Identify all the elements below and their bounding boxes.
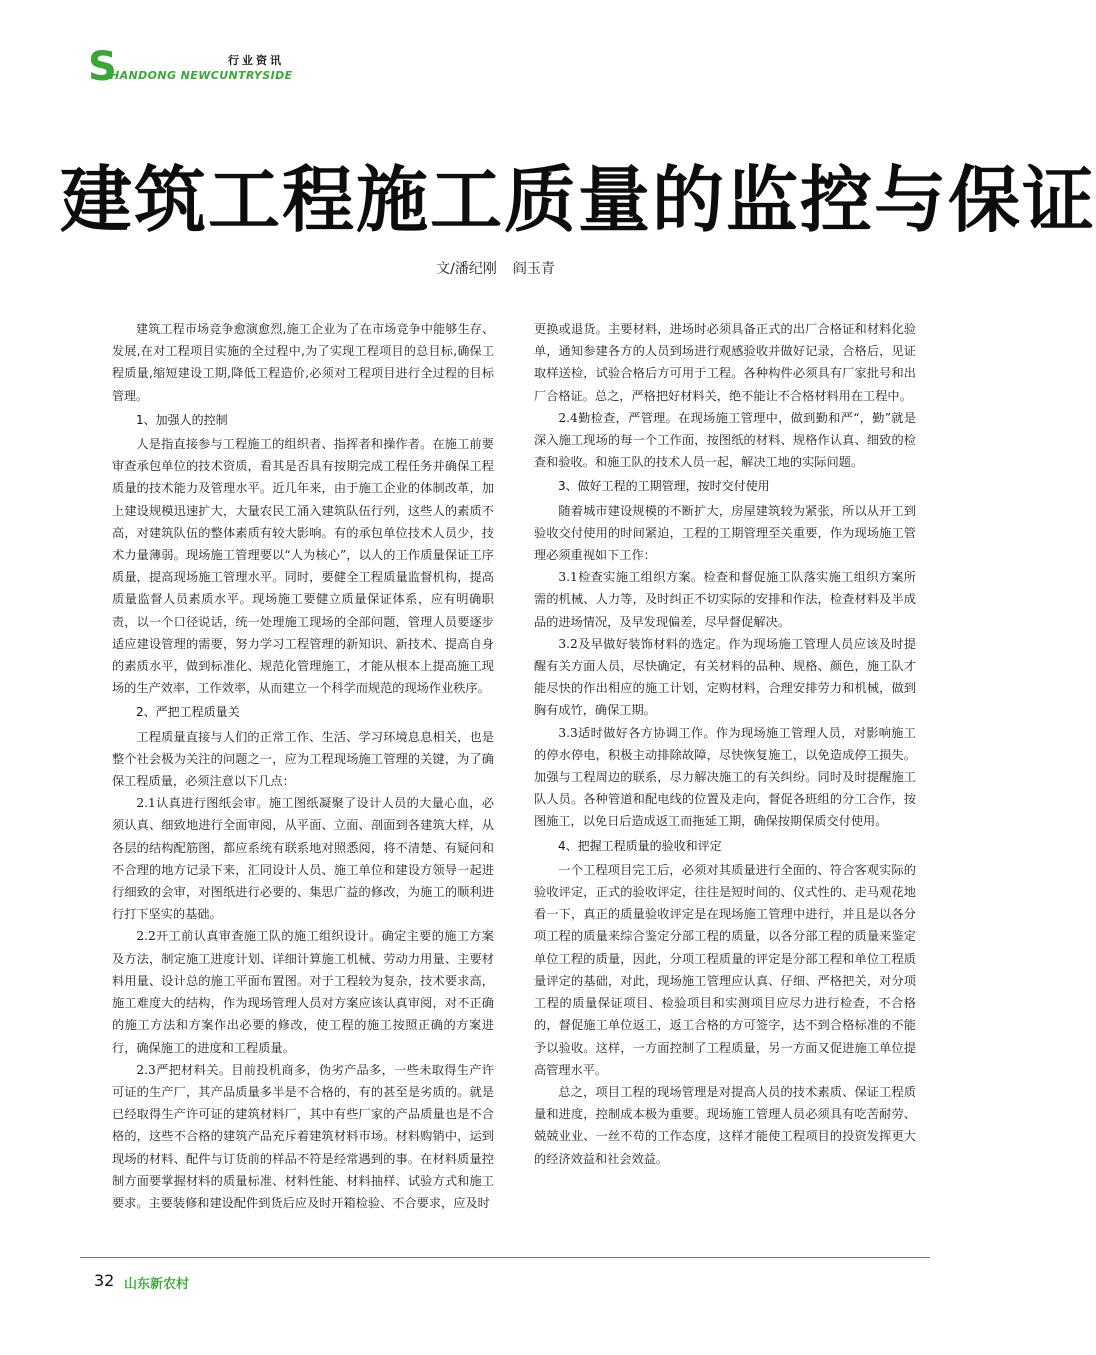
paragraph: 人是指直接参与工程施工的组织者、指挥者和操作者。在施工前要审查承包单位的技术资质，看其是否具有按期完成工程任务并确保工程质量的技术能力及管理水平。近几年来，由于施工企业的体制改革，加上建设规模迅速扩大，大量农民工涌入建筑队伍行列，这些人的素质不高，对建筑队伍的整体素质有较大影响。有的承包单位技术人员少，技术力量薄弱。现场施工管理要以“人为核心”，以人的工作质量保证工序质量，提高现场施工管理水平。同时，要健全工程质量监督机构，提高质量监督人员素质水平。现场施工要健立质量保证体系，应有明确职责，以一个口径说话，统一处理施工现场的全部问题，管理人员要逐步适应建设管理的需要，努力学习工程管理的新知识、新技术、提高自身的素质水平，做到标准化、规范化管理施工，才能从根本上提高施工现场的生产效率，工作效率，从而建立一个科学而规范的现场作业秩序。 xyxy=(112,437,494,696)
section-heading: 1、加强人的控制 xyxy=(136,412,228,427)
magazine-header xyxy=(88,44,408,94)
left-column xyxy=(112,318,494,1214)
paragraph: 2.4勤检查，严管理。在现场施工管理中，做到勤和严“，勤”就是深入施工现场的每一个工作面，按图纸的材料、规格作认真、细致的检查和验收。和施工队的技术人员一起，解决工地的实际问题。 xyxy=(534,410,916,470)
paragraph: 一个工程项目完工后，必须对其质量进行全面的、符合客观实际的验收评定，正式的验收评定，往往是短时间的、仪式性的、走马观花地看一下，真正的质量验收评定是在现场施工管理中进行，并且是以各分项工程的质量来综合鉴定分部工程的质量，以各分部工程的质量来鉴定单位工程的质量，因此，分项工程质量的评定是分部工程和单位工程质量评定的基础，对此，现场施工管理应认真、仔细、严格把关，对分项工程的质量保证项目、检验项目和实测项目应尽力进行检查，不合格的，督促施工单位返工，返工合格的方可签字，达不到合格标准的不能予以验收。这样，一方面控制了工程质量，另一方面又促进施工单位提高管理水平。 xyxy=(534,862,916,1077)
magazine-name: 山东新农村 xyxy=(124,1277,190,1292)
byline-author-2: 阎玉青 xyxy=(512,261,555,277)
paragraph: 3.1检查实施工组织方案。检查和督促施工队落实施工组织方案所需的机械、人力等，及时纠正不切实际的安排和作法，检查材料及半成品的进场情况，及早发现偏差，尽早督促解决。 xyxy=(534,570,916,629)
paragraph: 3.3适时做好各方协调工作。作为现场施工管理人员，对影响施工的停水停电，积极主动排除故障，尽快恢复施工，以免造成停工损失。加强与工程周边的联系，尽力解决施工的有关纠纷。同时及时提醒施工队人员。各种管道和配电线的位置及走向，督促各班组的分工合作，按图施工，以免日后造成返工而拖延工期，确保按期保质交付使用。 xyxy=(534,725,916,829)
magazine-logo-letter: S xyxy=(88,44,117,90)
footer-rule xyxy=(80,1257,930,1258)
paragraph: 更换或退货。主要材料，进场时必须具备正式的出厂合格证和材料化验单，通知参建各方的人员到场进行观感验收并做好记录，合格后，见证取样送检，试验合格后方可用于工程。各种构件必须具有厂家批号和出厂合格证。总之，严格把好材料关，绝不能让不合格材料用在工程中。 xyxy=(534,322,916,403)
byline-author-1: 文/潘纪刚 xyxy=(436,261,497,277)
section-heading: 4、把握工程质量的验收和评定 xyxy=(558,838,722,853)
section-heading: 2、严把工程质量关 xyxy=(136,705,240,720)
article-title: 建筑工程施工质量的监控与保证 xyxy=(60,158,1096,242)
paragraph: 2.1认真进行图纸会审。施工图纸凝聚了设计人员的大量心血，必须认真、细致地进行全面审阅，从平面、立面、剖面到各建筑大样，从各层的结构配筋图，都应系统有联系地对照悉阅，将不清楚、有疑问和不合理的地方记录下来，汇同设计人员、施工单位和建设方领导一起进行细致的会审，对图纸进行必要的、集思广益的修改，为施工的顺利进行打下坚实的基础。 xyxy=(112,796,494,922)
paragraph: 总之，项目工程的现场管理是对提高人员的技术素质、保证工程质量和进度，控制成本极为重要。现场施工管理人员必须具有吃苦耐劳、兢兢业业、一丝不苟的工作态度，这样才能使工程项目的投资发挥更大的经济效益和社会效益。 xyxy=(534,1084,916,1166)
paragraph: 建筑工程市场竞争愈演愈烈,施工企业为了在市场竞争中能够生存、发展,在对工程项目实施的全过程中,为了实现工程项目的总目标,确保工程质量,缩短建设工期,降低工程造价,必须对工程项目进行全过程的目标管理。 xyxy=(112,322,494,403)
section-label: 行业资讯 xyxy=(228,54,284,67)
right-column xyxy=(534,318,916,1170)
paragraph: 2.2开工前认真审查施工队的施工组织设计。确定主要的施工方案及方法，制定施工进度计划、详细计算施工机械、劳动力用量、主要材料用量、设计总的施工平面布置图。对于工程较为复杂，技术要求高，施工难度大的结构，作为现场管理人员对方案应该认真审阅，对不正确的施工方法和方案作出必要的修改，使工程的施工按照正确的方案进行，确保施工的进度和工程质量。 xyxy=(112,929,494,1055)
magazine-logo-text: HANDONG NEWCUNTRYSIDE xyxy=(110,69,293,82)
paragraph: 2.3严把材料关。目前投机商多，伪劣产品多，一些未取得生产许可证的生产厂，其产品质量多半是不合格的，有的甚至是劣质的。就是已经取得生产许可证的建筑材料厂，其中有些厂家的产品质量也是不合格的，这些不合格的建筑产品充斥着建筑材料市场。材料购销中，运到现场的材料、配件与订货前的样品不符是经常遇到的事。在材料质量控制方面要掌握材料的质量标准、材料性能、材料抽样、试验方式和施工要求。主要装修和建设配件到货后应及时开箱检验、不合要求，应及时 xyxy=(112,1062,494,1210)
page-number: 32 xyxy=(94,1271,115,1290)
paragraph: 工程质量直接与人们的正常工作、生活、学习环境息息相关，也是整个社会极为关注的问题之一，应为工程现场施工管理的关键，为了确保工程质量，必须注意以下几点： xyxy=(112,729,494,789)
paragraph: 随着城市建设规模的不断扩大，房屋建筑较为紧张，所以从开工到验收交付使用的时间紧迫，工程的工期管理至关重要，作为现场施工管理必须重视如下工作： xyxy=(534,503,916,563)
paragraph: 3.2及早做好装饰材料的选定。作为现场施工管理人员应该及时提醒有关方面人员，尽快确定，有关材料的品种、规格、颜色，施工队才能尽快的作出相应的施工计划，定购材料，合理安排劳力和机械，做到胸有成竹，确保工期。 xyxy=(534,636,916,718)
section-heading: 3、做好工程的工期管理，按时交付使用 xyxy=(558,479,770,494)
byline xyxy=(0,258,991,278)
